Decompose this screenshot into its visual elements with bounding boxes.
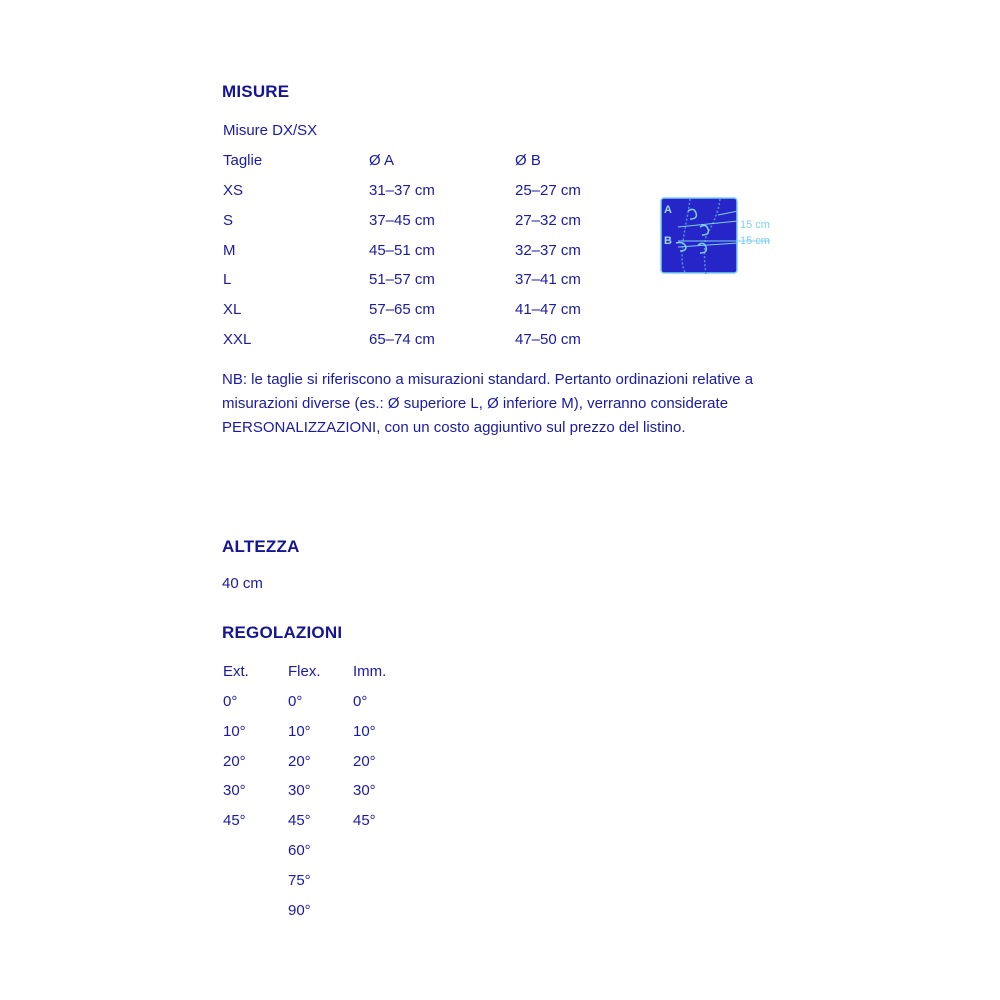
diameter-a-value: 51–57 cm — [369, 271, 435, 289]
column-header-diameter-b: Ø B — [515, 152, 541, 169]
diagram-distance-2: 15 cm — [740, 235, 770, 247]
angle-value: 20° — [223, 752, 246, 770]
regolazioni-heading: REGOLAZIONI — [222, 623, 343, 642]
measurement-diagram — [660, 197, 780, 277]
angle-value: 60° — [288, 842, 311, 859]
column-header-ext: Ext. — [223, 663, 249, 680]
angle-value: 10° — [288, 722, 311, 740]
column-header-imm: Imm. — [353, 663, 387, 680]
angle-value: 0° — [223, 693, 238, 710]
diagram-label-b: B — [664, 235, 672, 247]
altezza-value: 40 cm — [222, 575, 263, 592]
diagram-distance-1: 15 cm — [740, 219, 770, 231]
angle-value: 20° — [353, 752, 376, 770]
diameter-b-value: 32–37 cm — [515, 241, 581, 259]
misure-subtitle: Misure DX/SX — [223, 122, 318, 139]
diameter-a-value: 37–45 cm — [369, 211, 435, 229]
diameter-a-value: 57–65 cm — [369, 301, 435, 319]
diameter-a-value: 45–51 cm — [369, 241, 435, 259]
angle-value: 45° — [353, 812, 376, 830]
size-label: XXL — [223, 331, 252, 348]
angle-value: 0° — [288, 693, 303, 710]
diameter-b-value: 25–27 cm — [515, 182, 581, 199]
angle-value: 10° — [223, 722, 246, 740]
diagram-background — [661, 198, 737, 273]
column-header-taglie: Taglie — [223, 152, 263, 169]
size-label: L — [223, 271, 232, 289]
size-label: XS — [223, 182, 244, 199]
angle-value: 0° — [353, 693, 368, 710]
size-label: M — [223, 241, 236, 259]
angle-value: 45° — [223, 812, 246, 830]
sizes-note — [222, 368, 792, 440]
angle-value: 10° — [353, 722, 376, 740]
note-label: NB — [222, 371, 243, 388]
angle-value: 90° — [288, 901, 311, 919]
angle-value: 30° — [288, 782, 311, 800]
diagram-label-a: A — [664, 204, 672, 216]
diameter-a-value: 65–74 cm — [369, 331, 435, 348]
angle-value: 20° — [288, 752, 311, 770]
angle-value: 45° — [288, 812, 311, 830]
size-label: S — [223, 211, 234, 229]
angle-value: 75° — [288, 871, 311, 889]
angle-value: 30° — [223, 782, 246, 800]
size-label: XL — [223, 301, 242, 319]
diameter-b-value: 37–41 cm — [515, 271, 581, 289]
diameter-b-value: 27–32 cm — [515, 211, 581, 229]
column-header-diameter-a: Ø A — [369, 152, 395, 169]
altezza-heading: ALTEZZA — [222, 537, 300, 556]
misure-heading: MISURE — [222, 82, 290, 101]
diameter-b-value: 47–50 cm — [515, 331, 581, 348]
column-header-flex: Flex. — [288, 663, 321, 680]
angle-value: 30° — [353, 782, 376, 800]
diameter-b-value: 41–47 cm — [515, 301, 581, 319]
note-text: : le taglie si riferiscono a misurazioni standard. Pertanto ordinazioni relative a misurazioni diverse (es.: Ø superiore L, Ø inferiore M), verranno considerate PERSONALIZZAZIONI, con un costo aggiuntivo sul prezzo del listino. — [222, 371, 754, 436]
diameter-a-value: 31–37 cm — [369, 182, 435, 199]
